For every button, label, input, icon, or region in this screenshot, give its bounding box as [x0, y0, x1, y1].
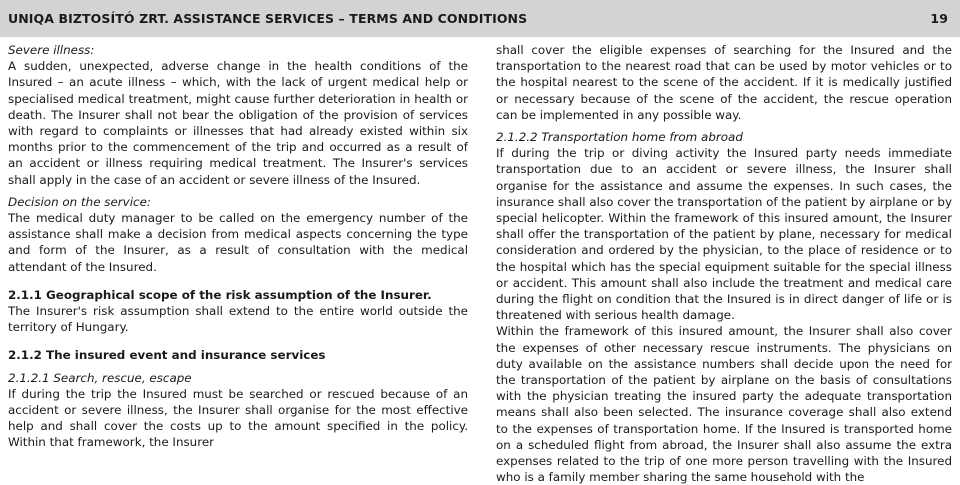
- severe-illness-label: Severe illness:: [8, 43, 95, 57]
- severe-illness-text: A sudden, unexpected, adverse change in the health conditions of the Insured – an acute illness – which, with the lack of urgent medical help or specialised medical treatment, might cause further deterioration in health or death. The Insurer shall not bear the obligation of the provision of services with regard to complaints or illnesses that had already existed within six months prior to the commencement of the trip and occurred as a result of an accident or illness requiring medical treatment. The Insurer's services shall apply in the case of an accident or severe illness of the Insured.: [8, 59, 468, 187]
- heading-2-1-2-1: 2.1.2.1 Search, rescue, escape: [8, 370, 192, 385]
- page-number: 19: [930, 11, 948, 26]
- heading-2-1-1: 2.1.1 Geographical scope of the risk assumption of the Insurer.: [8, 287, 432, 302]
- heading-2-1-2: 2.1.2 The insured event and insurance services: [8, 348, 326, 363]
- framework-text: Within the framework of this insured amount, the Insurer shall also cover the expenses of other necessary rescue instruments. The physicians on duty available on the assistance numbers shall decide upon the need for the transportation of the patient by airplane on the basis of consultations with the physician treating the insured party the adequate transportation means shall also been selected. The insurance coverage shall also extend to the expenses of transportation home. If the Insured is transported home on a scheduled flight from abroad, the Insurer shall also assume the extra expenses related to the trip of one more person travelling with the Insured who is a family member sharing the same household with the: [496, 324, 952, 485]
- heading-2-1-2-2: 2.1.2.2 Transportation home from abroad: [496, 130, 743, 145]
- right-column: [496, 42, 952, 485]
- section-2-1-2-2-text: If during the trip or diving activity the Insured party needs immediate transportation due to an accident or severe illness, the Insurer shall organise for the assistance and assume the expenses. In such cases, the insurance shall also cover the transportation of the patient by airplane or by special helicopter. Within the framework of this insured amount, the Insurer shall offer the transportation of the patient by plane, necessary for medical consideration and ordered by the physician, to the place of residence or to the hospital which has the special equipment suitable for the special illness or accident. This amount shall also include the treatment and medical care during the flight on condition that the Insured is in direct danger of life or is threatened with serious health damage.: [496, 146, 952, 323]
- section-2-1-2-1-text: If during the trip the Insured must be searched or rescued because of an accident or severe illness, the Insurer shall organise for the most effective help and shall cover the costs up to the amount specified in the policy. Within that framework, the Insurer: [8, 386, 468, 450]
- page-header: [0, 0, 960, 37]
- continuation-text: shall cover the eligible expenses of searching for the Insured and the transportation to the nearest road that can be used by motor vehicles or to the hospital nearest to the scene of the accident. If it is medically justified or necessary because of the scene of the accident, the rescue operation can be implemented in any possible way.: [496, 43, 952, 122]
- decision-label: Decision on the service:: [8, 194, 151, 209]
- header-title: UNIQA BIZTOSÍTÓ ZRT. ASSISTANCE SERVICES – TERMS AND CONDITIONS: [8, 11, 528, 26]
- decision-text: The medical duty manager to be called on the emergency number of the assistance shall make a decision from medical aspects concerning the type and form of the Insurer, as a result of consultation with the medical attendant of the Insured.: [8, 211, 468, 274]
- left-column: [8, 42, 468, 451]
- section-2-1-1-text: The Insurer's risk assumption shall extend to the entire world outside the territory of Hungary.: [8, 304, 468, 335]
